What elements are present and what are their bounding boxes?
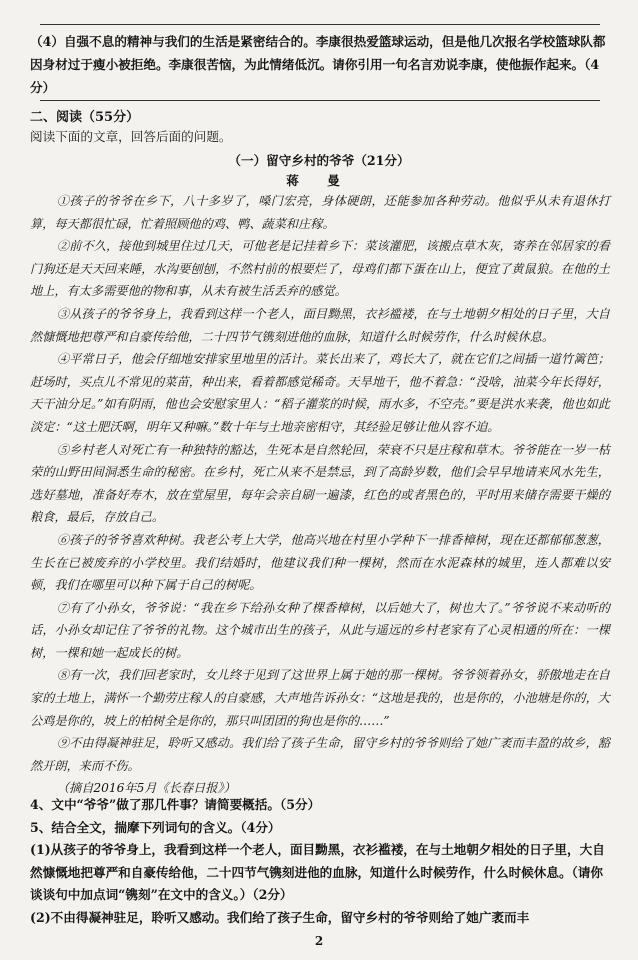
article-source: （摘自2016年5月《长春日报》） bbox=[56, 781, 236, 796]
article-paragraph: ⑨不由得凝神驻足，聆听又感动。我们给了孩子生命，留守乡村的爷爷则给了她广袤而丰盈的故乡，豁然开朗，来而不伤。 bbox=[30, 736, 610, 773]
question-4-prompt: （4）自强不息的精神与我们的生活是紧密结合的。李康很热爱篮球运动，但是他几次报名学校篮球队都因身材过于瘦小被拒绝。李康很苦恼，为此情绪低沉。请你引用一句名言劝说李康，使他振作起来。（4分） bbox=[30, 34, 606, 95]
question-item: 5、结合全文，揣摩下列词句的含义。（4分） bbox=[30, 819, 281, 835]
question-item: (2)不由得凝神驻足，聆听又感动。我们给了孩子生命，留守乡村的爷爷则给了她广袤而丰 bbox=[30, 909, 530, 925]
article-paragraph: ⑥孩子的爷爷喜欢种树。我老公考上大学，他高兴地在村里小学种下一排香樟树，现在还都郁郁葱葱，生长在已被废弃的小学校里。我们结婚时，他建议我们种一棵树，然而在水泥森林的城里，连人都难以安顿，我们在哪里可以种下属于自己的树呢。 bbox=[30, 532, 610, 593]
article-paragraph: ④平常日子，他会仔细地安排家里地里的活计。菜长出来了，鸡长大了，就在它们之间插一道竹篱笆；赶场时，买点儿不常见的菜苗，种出来，看着都感觉稀奇。天旱地干，他不着急：“没啥，油菜今年长得好，天干油分足。”如有阴雨，他也会安慰家里人：“稻子灌浆的时候，雨水多，不空壳。”要是洪水来袭，他也如此淡定：“这土肥沃啊，明年又种嘛。”数十年与土地亲密相守，其经验足够让他从容不迫。 bbox=[30, 352, 610, 434]
article-paragraph: ⑤乡村老人对死亡有一种独特的豁达，生死本是自然轮回，荣衰不只是庄稼和草木。爷爷能在一岁一枯荣的山野田间洞悉生命的秘密。在乡村，死亡从来不是禁忌，到了高龄岁数，他们会早早地请来风水先生，选好墓地，准备好寿木，放在堂屋里，每年会亲自刷一遍漆，红色的或者黑色的，平时用来储存需要干燥的粮食，最后，存放自己。 bbox=[30, 442, 610, 525]
article-author: 蒋 曼 bbox=[286, 173, 352, 188]
article-title: （一）留守乡村的爷爷（21分） bbox=[228, 153, 410, 168]
article-paragraph: ③从孩子的爷爷身上，我看到这样一个老人，面目黝黑，衣衫褴褛，在与土地朝夕相处的日子里，大自然慷慨地把尊严和自豪传给他，二十四节气镌刻进他的血脉，知道什么时候劳作，什么时候休息。 bbox=[30, 306, 610, 344]
article-paragraph: ①孩子的爷爷在乡下，八十多岁了，嗓门宏亮，身体硬朗，还能参加各种劳动。他似乎从未有退休打算，每天都很忙碌，忙着照顾他的鸡、鸭、蔬菜和庄稼。 bbox=[30, 194, 610, 231]
article-paragraph: ⑧有一次，我们回老家时，女儿终于见到了这世界上属于她的那一棵树。爷爷领着孙女，骄傲地走在自家的土地上，满怀一个勤劳庄稼人的自豪感，大声地告诉孙女：“这地是我的，也是你的，小池塘是你的，大公鸡是你的，坡上的柏树全是你的，那只叫团团的狗也是你的……” bbox=[30, 668, 610, 728]
article-paragraph: ⑦有了小孙女，爷爷说：“我在乡下给孙女种了棵香樟树，以后她大了，树也大了。”爷爷说不来动听的话，小孙女却记住了爷爷的礼物。这个城市出生的孩子，从此与遥远的乡村老家有了心灵相通的所在：一棵树，一棵和她一起成长的树。 bbox=[30, 600, 610, 660]
reading-instruction: 阅读下面的文章，回答后面的问题。 bbox=[30, 129, 232, 144]
question-item: 4、文中“爷爷”做了那几件事？请简要概括。（5分） bbox=[30, 797, 321, 812]
question-item: (1)从孩子的爷爷身上，我看到这样一个老人，面目黝黑，衣衫褴褛，在与土地朝夕相处的日子里，大自然慷慨地把尊严和自豪传给他，二十四节气镌刻进他的血脉，知道什么时候劳作，什么时候休息。（请你谈谈句中加点词“镌刻”在文中的含义。）（2分） bbox=[30, 842, 605, 902]
article-body bbox=[30, 190, 610, 800]
section-divider bbox=[40, 100, 600, 101]
article-paragraph: ②前不久，接他到城里住过几天，可他老是记挂着乡下：菜该灌肥，该搬点草木灰，寄养在邻居家的看门狗还是天天回来睡，水沟要刨刨，不然村前的根要烂了，母鸡们都下蛋在山上，便宜了黄鼠狼。在他的土地上，有太多需要他的物和事，从未有被生活丢弃的感觉。 bbox=[30, 239, 610, 299]
section-heading: 二、阅读（55分） bbox=[30, 110, 140, 125]
top-divider bbox=[40, 24, 600, 25]
questions-block bbox=[30, 794, 610, 929]
page-number: 2 bbox=[314, 934, 324, 948]
